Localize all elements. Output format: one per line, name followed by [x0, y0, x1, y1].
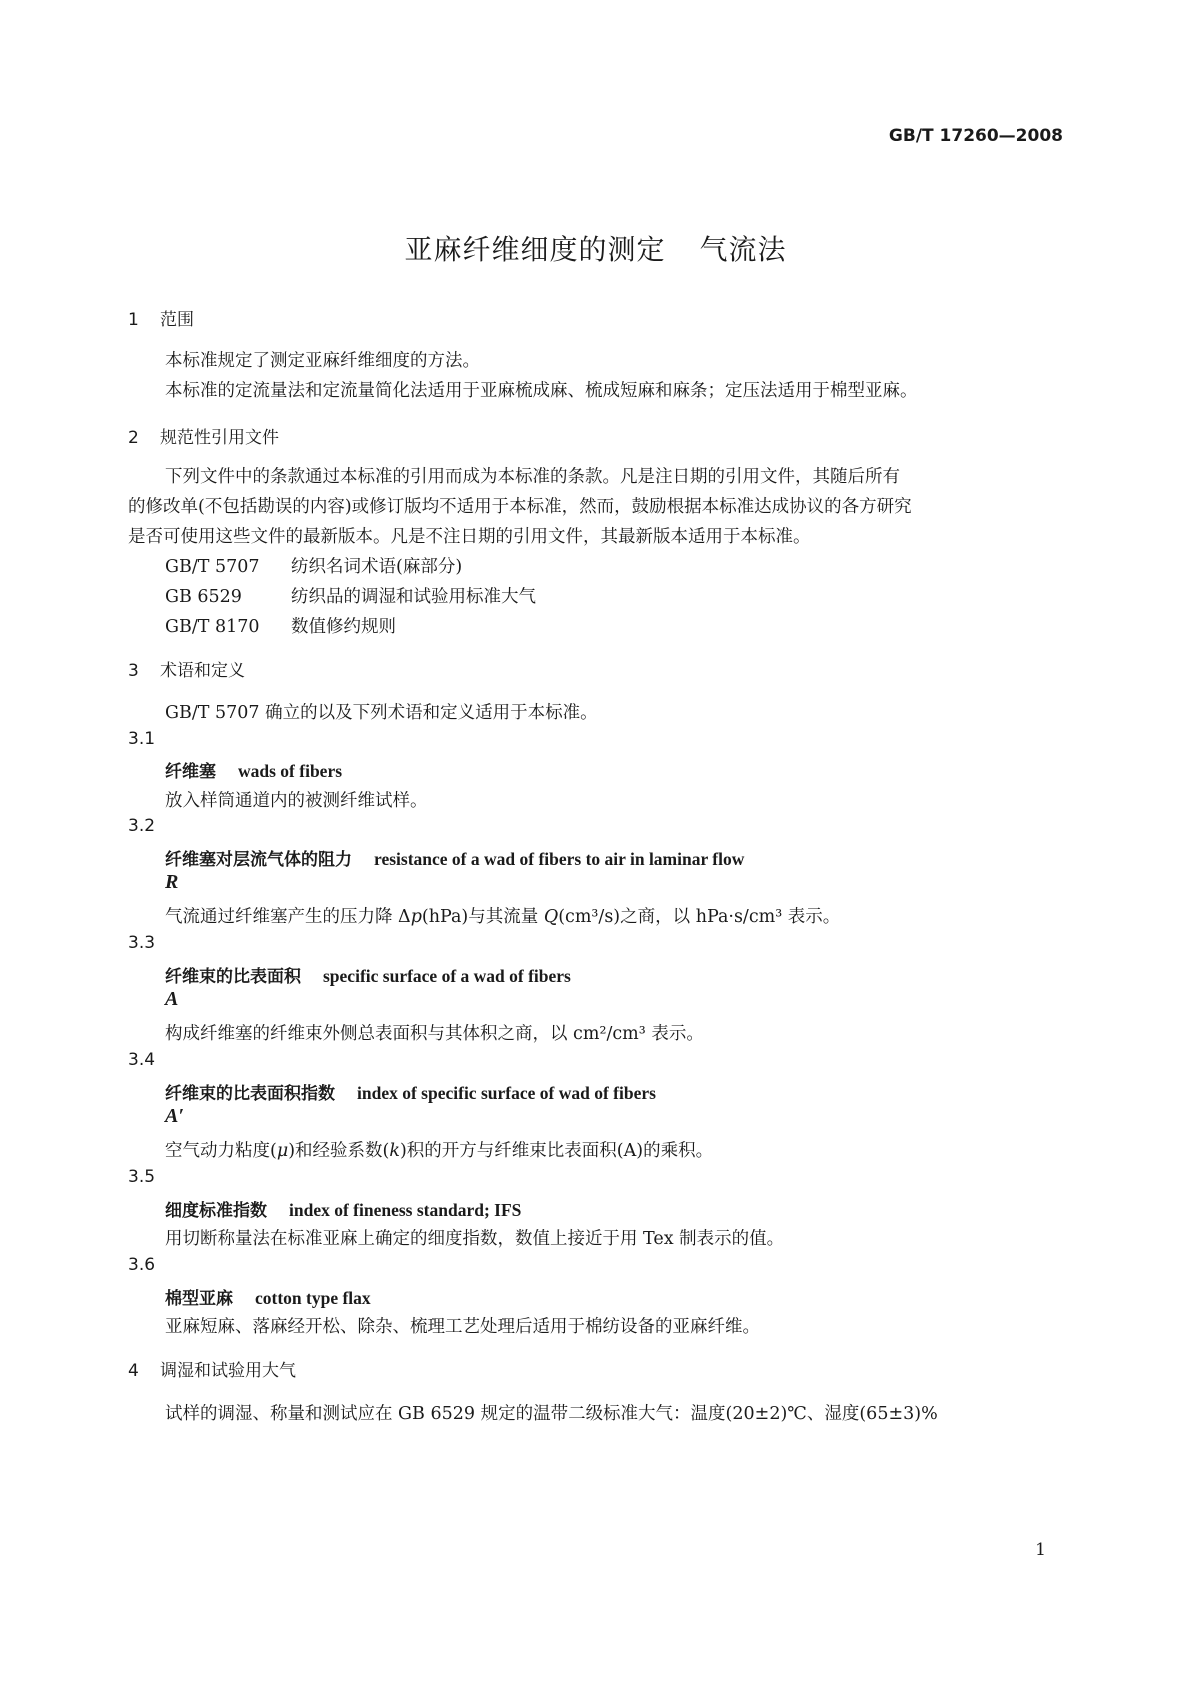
- section-3-heading: 3 术语和定义: [128, 661, 245, 681]
- section-1-heading: 1 范围: [128, 310, 194, 330]
- term-definition: 亚麻短麻、落麻经开松、除杂、梳理工艺处理后适用于棉纺设备的亚麻纤维。: [165, 1317, 760, 1337]
- standard-number: GB/T 17260—2008: [888, 126, 1063, 146]
- section-2-line-3: 是否可使用这些文件的最新版本。凡是不注日期的引用文件，其最新版本适用于本标准。: [128, 527, 811, 547]
- title-method: 气流法: [699, 233, 787, 266]
- term-heading: 纤维束的比表面积指数 index of specific surface of wad of fibers: [165, 1083, 656, 1104]
- section-2-heading: 2 规范性引用文件: [128, 428, 279, 448]
- section-4-para-1: 试样的调湿、称量和测试应在 GB 6529 规定的温带二级标准大气：温度(20±2)℃、湿度(65±3)%: [165, 1404, 938, 1424]
- section-2-line-2: 的修改单(不包括勘误的内容)或修订版均不适用于本标准，然而，鼓励根据本标准达成协议的各方研究: [128, 497, 912, 517]
- reference-item: GB 6529 纺织品的调湿和试验用标准大气: [165, 587, 536, 607]
- term-heading: 细度标准指数 index of fineness standard; IFS: [165, 1200, 522, 1221]
- page-number: 1: [1035, 1540, 1046, 1560]
- subclause-number: 3.1: [128, 729, 156, 749]
- subclause-number: 3.5: [128, 1167, 156, 1187]
- subclause-number: 3.3: [128, 933, 156, 953]
- term-symbol: A: [165, 988, 179, 1010]
- title-main: 亚麻纤维细度的测定: [404, 233, 666, 266]
- subclause-number: 3.4: [128, 1050, 156, 1070]
- subclause-number: 3.6: [128, 1255, 156, 1275]
- subclause-number: 3.2: [128, 816, 156, 836]
- term-heading: 纤维塞对层流气体的阻力 resistance of a wad of fibers to air in laminar flow: [165, 849, 745, 870]
- term-definition: 用切断称量法在标准亚麻上确定的细度指数，数值上接近于用 Tex 制表示的值。: [165, 1229, 785, 1249]
- section-1-para-2: 本标准的定流量法和定流量简化法适用于亚麻梳成麻、梳成短麻和麻条；定压法适用于棉型亚麻。: [165, 381, 918, 401]
- reference-item: GB/T 5707 纺织名词术语(麻部分): [165, 557, 463, 577]
- reference-item: GB/T 8170 数值修约规则: [165, 617, 396, 637]
- term-definition: 放入样筒通道内的被测纤维试样。: [165, 791, 428, 811]
- section-1-para-1: 本标准规定了测定亚麻纤维细度的方法。: [165, 351, 480, 371]
- section-3-intro: GB/T 5707 确立的以及下列术语和定义适用于本标准。: [165, 703, 598, 723]
- term-heading: 棉型亚麻 cotton type flax: [165, 1288, 371, 1309]
- term-definition: 空气动力粘度(μ)和经验系数(k)积的开方与纤维束比表面积(A)的乘积。: [165, 1141, 714, 1161]
- term-symbol: A′: [165, 1105, 184, 1127]
- term-definition: 构成纤维塞的纤维束外侧总表面积与其体积之商，以 cm²/cm³ 表示。: [165, 1024, 704, 1044]
- section-2-line-1: 下列文件中的条款通过本标准的引用而成为本标准的条款。凡是注日期的引用文件，其随后所有: [165, 467, 900, 487]
- section-4-heading: 4 调湿和试验用大气: [128, 1361, 296, 1381]
- term-definition: 气流通过纤维塞产生的压力降 Δp(hPa)与其流量 Q(cm³/s)之商，以 hPa·s/cm³ 表示。: [165, 907, 841, 927]
- term-heading: 纤维束的比表面积 specific surface of a wad of fibers: [165, 966, 571, 987]
- term-symbol: R: [165, 871, 179, 893]
- document-title: [0, 228, 1191, 268]
- term-heading: 纤维塞 wads of fibers: [165, 761, 343, 782]
